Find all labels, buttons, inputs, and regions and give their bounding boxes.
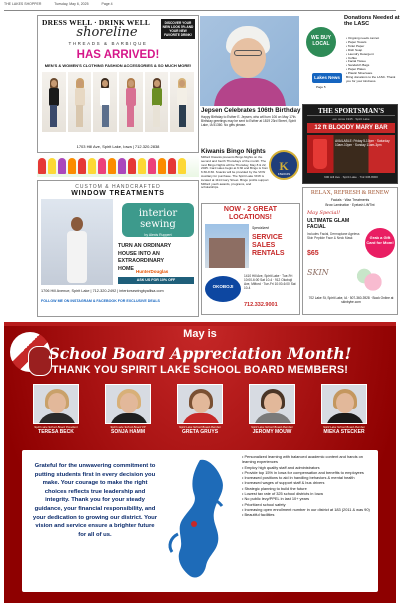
donations-title: Donations Needed at the LASC — [344, 15, 400, 27]
skin-logo: SKIN — [307, 268, 329, 277]
list-item: • Ongoing needs cannot — [346, 36, 380, 40]
list-item: • Toilet Paper — [346, 43, 365, 48]
page-header — [0, 0, 400, 10]
kiwanis-body: Milford Kiwanis presents Bingo Nights on the second and fourth Thursdays of the month. The next Bingo Nights will be Thursday, May 8 & 22, 2025. Card sales begin at 6:30 and Bingo is from 6:30-8:30. Snacks will be provided by the VFW Auxiliary for purchase. The Spirit Lake VFW is located at 1114 Gary Street. Bingo profits support Milford youth awards, programs, and scholarships. — [201, 155, 269, 190]
member-name: MIEKA STECKER — [323, 429, 365, 435]
board-member — [168, 384, 232, 446]
model-photo — [170, 72, 194, 132]
okoboji-addresses: 1410 Hill Ave, Spirit Lake · Tue-Fri 10:00-6:00 Sat 10-4 · 912 Okoboji Ave, Milford · Tue-Fri 10:00-6:00 Sat 10-4 — [244, 274, 296, 290]
list-item: • Plastic Silverware — [346, 71, 373, 76]
member-photo — [177, 384, 223, 424]
okoboji-headline: NOW - 2 GREAT LOCATIONS! — [223, 206, 278, 221]
list-item: • Lowest tax rate of 325 school districts in Iowa — [242, 491, 323, 497]
list-item: • Dish Soap — [346, 47, 363, 52]
board-panel — [22, 450, 378, 592]
member-role: Spirit Lake School Board Member — [179, 425, 221, 429]
board-appreciation: School Board Appreciation Month! — [48, 344, 352, 363]
sportsman-footer: 900 Hill Ave · Spirit Lake · 712.336.8000 — [324, 175, 378, 179]
skin-details: Includes Facial, Dermaplane Ageless Skin Peptide Face & Neck Mask — [307, 232, 360, 240]
member-name: GRETA GRUYS — [181, 429, 219, 435]
specialized-logo: Specialized — [252, 226, 269, 230]
shoreline-badge: DISCOVER YOUR NEW LOOK 5% AND YOUR NEW FAVORITE DRINK! — [162, 21, 194, 37]
list-item: • Laundry Detergent — [346, 51, 374, 56]
list-item: • Increased wages of support staff & bus drivers — [242, 480, 325, 486]
list-item: • Paper Towels — [346, 39, 367, 44]
okoboji-services: SERVICE SALES RENTALS — [252, 234, 285, 257]
skin-title: RELAX, REFRESH & RENEW — [310, 190, 390, 196]
header-rule — [4, 10, 396, 11]
member-role: Spirit Lake School Board VP — [110, 425, 146, 429]
member-role: Spirit Lake School Board Member — [323, 425, 365, 429]
member-photo — [33, 384, 79, 424]
paper-name: THE LAKES SHOPPER — [4, 2, 42, 6]
kiwanis-logo: K KIWANIS — [269, 150, 299, 180]
lake-map-icon — [160, 454, 244, 584]
window-heading-2: WINDOW TREATMENTS — [71, 190, 165, 197]
shoreline-headline: HAS ARRIVED! — [76, 49, 160, 61]
discount-banner: ASK US FOR 10% OFF — [118, 277, 194, 284]
window-heading-1: CUSTOM & HANDCRAFTED — [75, 184, 161, 190]
drink-icon — [313, 139, 327, 169]
store-photo — [205, 224, 249, 268]
jepsen-photo — [200, 16, 299, 106]
skin-special: May Special! — [307, 210, 341, 216]
model-photo — [42, 72, 66, 132]
hunter-douglas-logo: HunterDouglas — [136, 269, 169, 274]
list-item: • Employ high quality staff and administrators — [242, 464, 320, 470]
buy-local-badge: WE BUY LOCAL — [306, 27, 336, 57]
gift-card-badge: Grab a Gift Card for Mom! — [365, 228, 395, 258]
list-item: • No public levy/PPEL in last 10+ years — [242, 496, 310, 502]
window-photo — [41, 199, 113, 285]
jepsen-title: Jepsen Celebrates 106th Birthday — [201, 107, 301, 114]
skin-address: 702 Lake St, Spirit Lake, IA · 507-360-3928 · Book Online at skinbybe.com — [308, 296, 394, 304]
model-photo — [68, 72, 92, 132]
skin-ad[interactable] — [302, 187, 398, 315]
okoboji-phone[interactable]: 712.332.9001 — [244, 302, 278, 308]
board-member — [96, 384, 160, 446]
shoreline-address: 1703 Hill Ave, Spirit Lake, Iowa | 712.320.2838 — [76, 144, 160, 149]
sportsman-image — [307, 135, 395, 173]
list-item: • Paper Plates — [346, 67, 366, 72]
board-may: May is — [183, 328, 217, 340]
issue-date: Tuesday, May 6, 2025 — [54, 2, 89, 6]
board-member — [312, 384, 376, 446]
list-item: • Sandwich Bags — [346, 63, 370, 68]
board-members — [24, 384, 376, 446]
shoreline-tagline: THREADS & BARBIQUE — [68, 41, 148, 46]
skin-glam: ULTIMATE GLAM FACIAL — [307, 218, 350, 230]
board-gratitude: Grateful for the unwavering commitment to putting students first in every decision you make. Your courage to make the right choices reflects true leadership and integrity. Thank you for your steady guidance, your financial responsibility, and your dedication to growing our district. Your vision and service ensure a brighter future for all of us. — [32, 463, 158, 538]
school-board-ad — [4, 322, 396, 603]
jepsen-body: Happy Birthday to Esther E. Jepsen, who will turn 106 on May 17th. Birthday greetings may be sent to Esther at 1819 23rd Street, Spirit Lake, IA 51360. No gifts please. — [201, 115, 297, 127]
model-photo — [119, 72, 143, 132]
list-item: • Prioritized school safety — [242, 501, 286, 507]
model-photo — [93, 72, 117, 132]
skin-services-2: Brow Lamination · Eyelash Lift/Tint — [325, 203, 375, 207]
achievements-list — [242, 454, 376, 518]
shoreline-ad[interactable] — [37, 15, 199, 153]
page-ref: Page 5 — [316, 85, 326, 89]
bloody-mary-promo: 12 ft BLOODY MARY BAR — [307, 123, 395, 133]
donations-box — [302, 15, 398, 103]
window-slogan: TURN AN ORDINARY HOUSE INTO AN EXTRAORDINARY HOME — [118, 243, 172, 272]
list-item: Bring donations to the LASC. Thank you for your kindness. — [346, 75, 396, 83]
member-photo — [249, 384, 295, 424]
member-photo — [321, 384, 367, 424]
member-photo — [105, 384, 151, 424]
list-item: • Coffee — [346, 55, 358, 60]
board-member — [24, 384, 88, 446]
board-thanks: THANK YOU SPIRIT LAKE SCHOOL BOARD MEMBERS! — [51, 364, 349, 376]
board-member — [240, 384, 304, 446]
member-name: SONJA HAMM — [111, 429, 145, 435]
shoreline-top-line: DRESS WELL · DRINK WELL — [42, 18, 151, 27]
window-social[interactable]: FOLLOW ME ON INSTAGRAM & FACEBOOK FOR EXCLUSIVE DEALS — [41, 299, 160, 303]
list-item: • Personalized learning with balanced academic content and hands on learning experiences — [242, 454, 363, 465]
flower-icon — [351, 264, 395, 294]
shoreline-models — [42, 72, 194, 132]
shoreline-subtitle: MEN'S & WOMEN'S CLOTHING FASHION ACCESSORIES & SO MUCH MORE! — [44, 63, 192, 68]
list-item: • Strategic planning to build the future — [242, 485, 307, 491]
sportsman-name: THE SPORTSMAN'S — [307, 107, 395, 116]
sportsman-detail: AVAILABLE: Friday 5-10pm · Saturday 10am-10pm · Sunday 11am-3pm — [335, 139, 390, 147]
skin-price: $65 — [307, 250, 319, 257]
skin-services: Facials · Wax Treatments — [330, 198, 370, 202]
list-item: • Provide top 15% in Iowa for compensation and benefits to employees — [242, 469, 364, 475]
member-role: Spirit Lake School Board President — [34, 425, 78, 429]
donations-list — [346, 37, 400, 84]
interior-sewing-logo: interior sewing by Alexis Ruppert — [122, 203, 194, 237]
list-item: • Increased positions to aid in handling behaviors & mental health — [242, 475, 355, 481]
lakes-news-badge: Lakes News — [312, 73, 342, 83]
flower-strip — [37, 155, 199, 177]
page-number: Page 4 — [101, 2, 113, 6]
kiwanis-title: Kiwanis Bingo Nights — [201, 148, 266, 155]
member-role: Spirit Lake School Board Member — [251, 425, 293, 429]
list-item: • Increasing open enrollment number in our district at 183 (2011 & was 90) — [242, 506, 370, 512]
member-name: JEROMY MOUW — [252, 429, 292, 435]
list-item: • Beautiful facilities — [242, 512, 275, 518]
okoboji-ad[interactable] — [201, 203, 300, 315]
shoreline-logo: shoreline — [76, 25, 138, 40]
window-address: 1706 Hill Avenue, Spirit Lake | 712-320-2492 | interiorsewingbyallisa.com — [41, 289, 164, 293]
sportsman-ad[interactable] — [302, 104, 398, 184]
model-photo — [145, 72, 169, 132]
member-name: TERESA BECK — [38, 429, 74, 435]
window-treatments-ad[interactable] — [37, 180, 199, 317]
list-item: • Facial Tissue — [346, 59, 366, 64]
sportsman-inc: est. since 1945 · Spirit Lake — [332, 117, 370, 121]
okoboji-logo: OKOBOJI — [205, 276, 241, 302]
